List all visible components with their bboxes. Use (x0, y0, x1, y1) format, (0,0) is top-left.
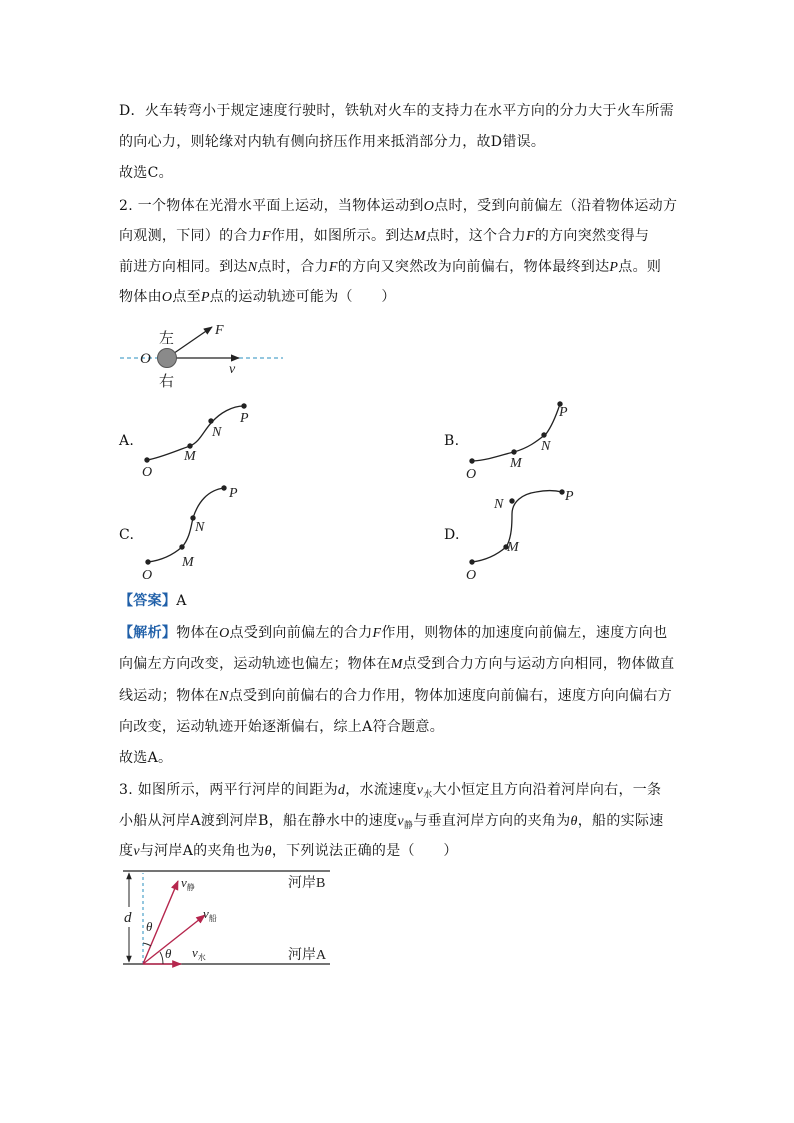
svg-text:N: N (212, 425, 222, 440)
label-O: O (140, 351, 151, 367)
label-theta-top: θ (146, 919, 153, 934)
option-d-label: D. (444, 527, 460, 543)
option-b-trajectory (462, 396, 582, 484)
svg-text:M: M (182, 555, 194, 570)
svg-text:P: P (565, 489, 574, 504)
svg-text:N: N (494, 497, 504, 512)
svg-text:O: O (466, 568, 477, 582)
q2-force-figure (115, 320, 290, 392)
label-v-still: $v_静$ (181, 875, 195, 892)
label-v-boat: $v_船$ (203, 906, 217, 923)
q2-analysis-line2: 向偏左方向改变，运动轨迹也偏左；物体在M点受到合力方向与运动方向相同，物体做直 (119, 656, 675, 672)
q2-stem-line4: 物体由O点至P点的运动轨迹可能为（ ） (119, 289, 396, 305)
q2-analysis-line3: 线运动；物体在N点受到向前偏右的合力作用，物体加速度向前偏右，速度方向向偏右方 (119, 688, 673, 704)
q2-conclusion: 故选A。 (119, 750, 173, 766)
q2-answer: 【答案】A (119, 593, 187, 609)
q2-stem-line2: 向观测，下同）的合力F作用，如图所示。到达M点时，这个合力F的方向突然变得与 (119, 228, 650, 244)
q3-stem-line3: 度v与河岸A的夹角也为θ，下列说法正确的是（ ） (119, 843, 458, 859)
q2-stem-line3: 前进方向相同。到达N点时，合力F的方向又突然改为向前偏右，物体最终到达P点。则 (119, 259, 662, 275)
option-c-trajectory (138, 480, 258, 582)
svg-text:P: P (559, 405, 568, 420)
svg-text:M: M (507, 540, 519, 555)
label-left: 左 (159, 331, 175, 347)
label-bank-a: 河岸A (288, 948, 327, 963)
q2-analysis-line4: 向改变，运动轨迹开始逐渐偏右，综上A符合题意。 (119, 719, 445, 735)
label-d: d (124, 910, 132, 926)
option-c-label: C. (119, 527, 135, 543)
label-v-water: $v_水$ (192, 945, 206, 962)
q1-option-d-line1: D．火车转弯小于规定速度行驶时，铁轨对火车的支持力在水平方向的分力大于火车所需 (119, 103, 674, 119)
q2-analysis-line1: 【解析】物体在O点受到向前偏左的合力F作用，则物体的加速度向前偏左，速度方向也 (119, 625, 668, 641)
object-ball (158, 349, 177, 368)
label-F: F (215, 323, 224, 338)
q3-river-figure (115, 865, 337, 969)
q3-stem-line2: 小船从河岸A渡到河岸B，船在静水中的速度$v_静$与垂直河岸方向的夹角为θ，船的实际速 (119, 813, 664, 831)
svg-text:O: O (142, 568, 153, 582)
svg-text:P: P (229, 486, 238, 501)
svg-text:P: P (240, 411, 249, 426)
svg-text:N: N (195, 520, 205, 535)
q3-stem-line1: 3. 如图所示，两平行河岸的间距为d，水流速度$v_水$大小恒定且方向沿着河岸向右，一条 (119, 782, 662, 800)
svg-text:M: M (184, 449, 196, 464)
option-a-trajectory (138, 398, 258, 480)
q1-conclusion: 故选C。 (119, 165, 173, 181)
label-right: 右 (159, 374, 175, 390)
svg-text:O: O (142, 465, 153, 480)
option-b-label: B. (444, 433, 460, 449)
label-theta-bottom: θ (165, 946, 172, 961)
label-bank-b: 河岸B (288, 876, 326, 891)
option-d-trajectory (462, 480, 582, 582)
q1-option-d-line2: 的向心力，则轮缘对内轨有侧向挤压作用来抵消部分力，故D错误。 (119, 134, 546, 150)
svg-text:M: M (510, 456, 522, 471)
q2-stem-line1: 2. 一个物体在光滑水平面上运动，当物体运动到O点时，受到向前偏左（沿着物体运动方 (119, 198, 678, 214)
option-a-label: A. (119, 433, 135, 449)
label-v: v (229, 362, 236, 377)
svg-text:O: O (466, 467, 477, 482)
svg-text:N: N (541, 439, 551, 454)
